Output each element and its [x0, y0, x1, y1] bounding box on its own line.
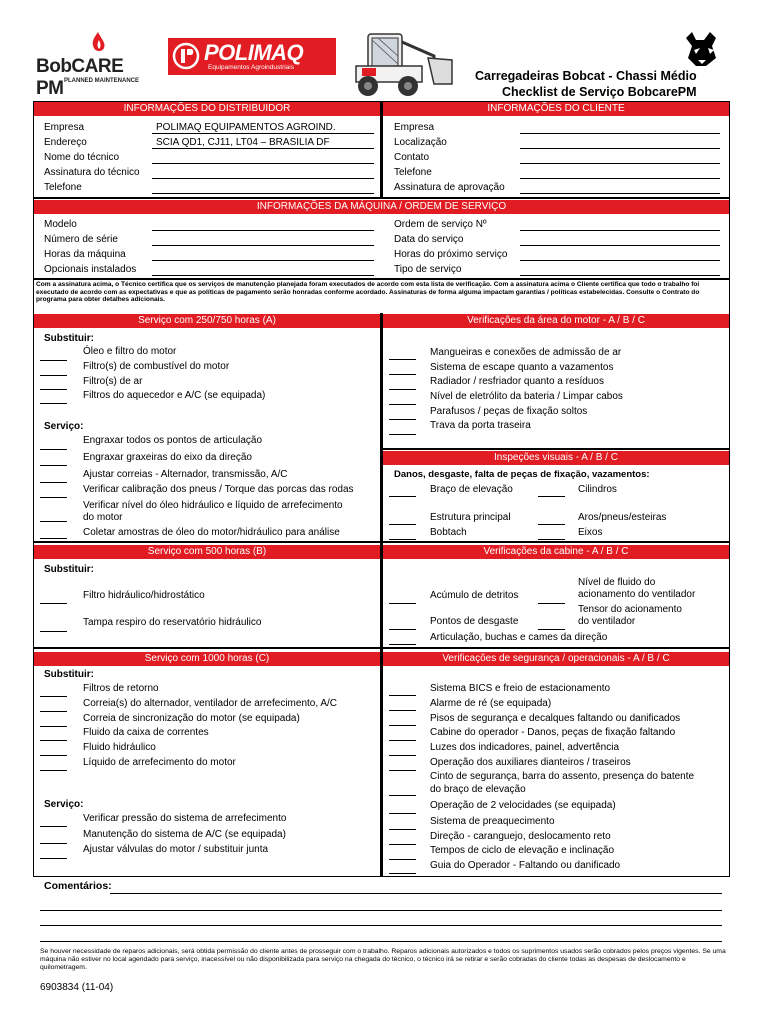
checklist-item: Operação de 2 velocidades (se equipada) — [430, 800, 616, 811]
machine-label: Horas do próximo serviço — [394, 249, 508, 260]
checklist-item: Articulação, buchas e cames da direção — [430, 632, 608, 643]
checkbox-line[interactable] — [40, 389, 67, 390]
checkbox-line[interactable] — [40, 696, 67, 697]
checklist-item: Filtro(s) de combustível do motor — [83, 361, 230, 372]
checklist-item-cont: do ventilador — [578, 616, 636, 627]
checkbox-line[interactable] — [40, 826, 67, 827]
checklist-item: Cabine do operador - Danos, peças de fixação faltando — [430, 727, 676, 738]
distributor-label: Telefone — [44, 182, 82, 193]
checklist-item: Aros/pneus/esteiras — [578, 512, 667, 523]
distributor-label: Endereço — [44, 137, 87, 148]
skid-steer-loader-image — [348, 28, 456, 98]
checklist-item: Estrutura principal — [430, 512, 511, 523]
checkbox-line[interactable] — [40, 631, 67, 632]
machine-label: Data do serviço — [394, 234, 464, 245]
client-location-field[interactable] — [520, 148, 720, 149]
checklist-item: Pontos de desgaste — [430, 616, 519, 627]
engine-area-header: Verificações da área do motor - A / B / C — [383, 314, 729, 328]
checkbox-line[interactable] — [389, 829, 416, 830]
checklist-item: Direção - caranguejo, deslocamento reto — [430, 831, 611, 842]
checkbox-line[interactable] — [40, 726, 67, 727]
checkbox-line[interactable] — [389, 434, 416, 435]
s250-replace-subtitle: Substituir: — [44, 333, 94, 344]
checkbox-line[interactable] — [389, 629, 416, 630]
checkbox-line[interactable] — [40, 858, 67, 859]
checkbox-line[interactable] — [538, 539, 565, 540]
checkbox-line[interactable] — [389, 496, 416, 497]
checklist-item: Engraxar todos os pontos de articulação — [83, 435, 262, 446]
service-500-header: Serviço com 500 horas (B) — [34, 545, 380, 559]
checklist-column-divider — [380, 313, 383, 877]
checklist-item: Correia(s) do alternador, ventilador de arrefecimento, A/C — [83, 698, 338, 709]
checklist-item: Cinto de segurança, barra do assento, presença do batente — [430, 771, 695, 782]
checkbox-line[interactable] — [40, 711, 67, 712]
checklist-item: Fluido hidráulico — [83, 742, 156, 753]
checklist-item: Engraxar graxeiras do eixo da direção — [83, 452, 252, 463]
client-label: Assinatura de aprovação — [394, 182, 505, 193]
checklist-item: Luzes dos indicadores, painel, advertência — [430, 742, 620, 753]
checklist-item: Filtro hidráulico/hidrostático — [83, 590, 205, 601]
bobcat-logo-icon — [682, 30, 722, 68]
checkbox-line[interactable] — [389, 755, 416, 756]
section-rule — [34, 541, 729, 543]
comments-line[interactable] — [40, 925, 722, 926]
tech-signature-field[interactable] — [152, 178, 374, 179]
section-rule — [34, 647, 729, 649]
column-divider — [380, 102, 383, 197]
comments-label: Comentários: — [44, 880, 112, 892]
checklist-item: Verificar calibração dos pneus / Torque das porcas das rodas — [83, 484, 354, 495]
checkbox-line[interactable] — [40, 360, 67, 361]
model-field[interactable] — [152, 230, 374, 231]
serial-number-field[interactable] — [152, 245, 374, 246]
checkbox-line[interactable] — [538, 603, 565, 604]
service-1000-header: Serviço com 1000 horas (C) — [34, 652, 380, 666]
checkbox-line[interactable] — [389, 603, 416, 604]
checklist-item: Filtros do aquecedor e A/C (se equipada) — [83, 390, 266, 401]
cab-checks-header: Verificações da cabine - A / B / C — [383, 545, 729, 559]
section-rule — [34, 197, 729, 199]
checkbox-line[interactable] — [389, 419, 416, 420]
machine-label: Modelo — [44, 219, 77, 230]
client-company-field[interactable] — [520, 133, 720, 134]
checkbox-line[interactable] — [40, 521, 67, 522]
comments-line[interactable] — [40, 941, 722, 942]
checkbox-line[interactable] — [40, 740, 67, 741]
checkbox-line[interactable] — [389, 539, 416, 540]
machine-label: Opcionais instalados — [44, 264, 137, 275]
disclaimer-text: Com a assinatura acima, o Técnico certifica que os serviços de manutenção planejada foram executados de acordo com esta lista de verificação. Com a assinatura acima o Cliente certifica que todo o trabalho foi executado de acordo com as expectativas e que as políticas de pagamento serão honradas conforme acordado. Assinaturas de forma alguma impactam garantias / políticas estabelecidas. Consulte o Contrato do programa para obter detalhes adicionais. — [36, 281, 700, 304]
client-label: Telefone — [394, 167, 432, 178]
installed-options-field[interactable] — [152, 275, 374, 276]
checkbox-line[interactable] — [40, 403, 67, 404]
checkbox-line[interactable] — [40, 843, 67, 844]
client-label: Localização — [394, 137, 447, 148]
checkbox-line[interactable] — [40, 770, 67, 771]
checklist-item: Sistema de escape quanto a vazamentos — [430, 362, 614, 373]
checkbox-line[interactable] — [40, 465, 67, 466]
checklist-item: Bobtach — [430, 527, 467, 538]
checklist-item: Sistema BICS e freio de estacionamento — [430, 683, 611, 694]
checklist-item: Braço de elevação — [430, 484, 513, 495]
distributor-label: Nome do técnico — [44, 152, 120, 163]
checkbox-line[interactable] — [40, 603, 67, 604]
checklist-item: Fluido da caixa de correntes — [83, 727, 209, 738]
checklist-item: Ajustar correias - Alternador, transmissão, A/C — [83, 469, 288, 480]
checkbox-line[interactable] — [40, 449, 67, 450]
checkbox-line[interactable] — [389, 795, 416, 796]
form-code: 6903834 (11-04) — [40, 982, 114, 993]
checkbox-line[interactable] — [389, 389, 416, 390]
checkbox-line[interactable] — [389, 725, 416, 726]
service-date-field[interactable] — [520, 245, 720, 246]
checklist-item: Parafusos / peças de fixação soltos — [430, 406, 588, 417]
comments-line[interactable] — [110, 893, 722, 894]
client-label: Contato — [394, 152, 430, 163]
checklist-item: Nível de fluido do — [578, 577, 656, 588]
client-label: Empresa — [394, 122, 435, 133]
checkbox-line[interactable] — [389, 644, 416, 645]
checklist-item-cont: do braço de elevação — [430, 784, 526, 795]
title-line-1: Carregadeiras Bobcat - Chassi Médio — [475, 69, 697, 83]
checklist-item: Cilindros — [578, 484, 617, 495]
machine-hours-field[interactable] — [152, 260, 374, 261]
checklist-item: Tampa respiro do reservatório hidráulico — [83, 617, 262, 628]
distributor-value[interactable]: SCIA QD1, CJ11, LT04 – BRASILIA DF — [156, 137, 330, 148]
checkbox-line[interactable] — [389, 813, 416, 814]
checklist-item: Líquido de arrefecimento do motor — [83, 757, 236, 768]
checklist-item: Trava da porta traseira — [430, 420, 531, 431]
distributor-header: INFORMAÇÕES DO DISTRIBUIDOR — [34, 102, 380, 116]
checklist-item: Manutenção do sistema de A/C (se equipada) — [83, 829, 286, 840]
s1000-service-subtitle: Serviço: — [44, 799, 84, 810]
checklist-item: Nível de eletrólito da bateria / Limpar cabos — [430, 391, 623, 402]
s250-service-subtitle: Serviço: — [44, 421, 84, 432]
checkbox-line[interactable] — [40, 482, 67, 483]
checklist-item: Verificar nível do óleo hidráulico e líquido de arrefecimento — [83, 500, 343, 511]
machine-header: INFORMAÇÕES DA MÁQUINA / ORDEM DE SERVIÇO — [34, 200, 729, 214]
polimaq-logo-text: POLIMAQ — [204, 40, 304, 65]
checkbox-line[interactable] — [40, 538, 67, 539]
service-250-header: Serviço com 250/750 horas (A) — [34, 314, 380, 328]
s1000-replace-subtitle: Substituir: — [44, 669, 94, 680]
checklist-item: Tensor do acionamento — [578, 604, 682, 615]
checkbox-line[interactable] — [389, 404, 416, 405]
checkbox-line[interactable] — [389, 374, 416, 375]
tech-name-field[interactable] — [152, 163, 374, 164]
bobcare-logo-subtext: PLANNED MAINTENANCE — [64, 78, 139, 84]
safety-checks-header: Verificações de segurança / operacionais - A / B / C — [383, 652, 729, 666]
client-header: INFORMAÇÕES DO CLIENTE — [383, 102, 729, 116]
checklist-item: Verificar pressão do sistema de arrefecimento — [83, 813, 287, 824]
checklist-item: Alarme de ré (se equipada) — [430, 698, 552, 709]
checklist-item: Eixos — [578, 527, 603, 538]
service-order-field[interactable] — [520, 230, 720, 231]
checkbox-line[interactable] — [40, 497, 67, 498]
checkbox-line[interactable] — [389, 710, 416, 711]
checklist-item: Guia do Operador - Faltando ou danificado — [430, 860, 621, 871]
checklist-item-cont: acionamento do ventilador — [578, 589, 696, 600]
checkbox-line[interactable] — [538, 524, 565, 525]
machine-label: Ordem de serviço Nº — [394, 219, 487, 230]
checkbox-line[interactable] — [389, 873, 416, 874]
footer-disclaimer: Se houver necessidade de reparos adicionais, será obtida permissão do cliente antes de prosseguir com o trabalho. Reparos adicionais autorizados e todos os suprimentos usados serão cobrados pelos preços vigentes. Se uma máquina não estiver no local agendado para serviço, inacessível ou não disponibilizada para serviço na chegada do técnico, o técnico irá se retirar e serão cobradas do cliente todas as despesas de deslocamento e quilometragem. — [40, 948, 726, 971]
checklist-item: Filtros de retorno — [83, 683, 159, 694]
title-line-2: Checklist de Serviço BobcarePM — [502, 85, 697, 99]
checkbox-line[interactable] — [389, 695, 416, 696]
checkbox-line[interactable] — [538, 496, 565, 497]
polimaq-emblem-icon — [172, 42, 200, 70]
checkbox-line[interactable] — [389, 524, 416, 525]
s500-replace-subtitle: Substituir: — [44, 564, 94, 575]
visual-inspection-header: Inspeções visuais - A / B / C — [383, 451, 729, 465]
client-contact-field[interactable] — [520, 163, 720, 164]
bobcare-logo — [36, 28, 146, 99]
polimaq-logo-subtext: Equipamentos Agroindustriais — [208, 64, 294, 71]
distributor-label: Assinatura do técnico — [44, 167, 140, 178]
checkbox-line[interactable] — [389, 859, 416, 860]
comments-line[interactable] — [40, 910, 722, 911]
client-phone-field[interactable] — [520, 178, 720, 179]
field-line — [152, 133, 374, 134]
bobcare-logo-text: BobCARE PM — [36, 56, 124, 99]
polimaq-logo — [168, 38, 336, 75]
checkbox-line[interactable] — [40, 375, 67, 376]
checklist-item: Operação dos auxiliares dianteiros / traseiros — [430, 757, 631, 768]
distributor-label: Empresa — [44, 122, 85, 133]
next-service-hours-field[interactable] — [520, 260, 720, 261]
section-rule — [383, 448, 729, 450]
flame-icon — [36, 28, 146, 58]
machine-label: Horas da máquina — [44, 249, 126, 260]
checklist-item-cont: do motor — [83, 512, 123, 523]
field-line — [152, 148, 374, 149]
checklist-item: Mangueiras e conexões de admissão de ar — [430, 347, 622, 358]
client-approval-signature-field[interactable] — [520, 193, 720, 194]
checklist-item: Correia de sincronização do motor (se equipada) — [83, 713, 300, 724]
checkbox-line[interactable] — [389, 770, 416, 771]
checklist-item: Radiador / resfriador quanto a resíduos — [430, 376, 604, 387]
distributor-phone-field[interactable] — [152, 193, 374, 194]
checkbox-line[interactable] — [538, 629, 565, 630]
checklist-item: Acúmulo de detritos — [430, 590, 519, 601]
checklist-item: Coletar amostras de óleo do motor/hidráulico para análise — [83, 527, 340, 538]
machine-label: Tipo de serviço — [394, 264, 462, 275]
checklist-item: Filtro(s) de ar — [83, 376, 143, 387]
checkbox-line[interactable] — [389, 359, 416, 360]
checkbox-line[interactable] — [40, 755, 67, 756]
checklist-item: Ajustar válvulas do motor / substituir junta — [83, 844, 269, 855]
checklist-item: Sistema de preaquecimento — [430, 816, 555, 827]
checklist-item: Tempos de ciclo de elevação e inclinação — [430, 845, 614, 856]
distributor-value[interactable]: POLIMAQ EQUIPAMENTOS AGROIND. — [156, 122, 336, 133]
visual-subtitle: Danos, desgaste, falta de peças de fixação, vazamentos: — [394, 469, 650, 480]
machine-label: Número de série — [44, 234, 118, 245]
checklist-item: Pisos de segurança e decalques faltando ou danificados — [430, 713, 681, 724]
checkbox-line[interactable] — [389, 844, 416, 845]
section-rule — [34, 278, 729, 280]
service-type-field[interactable] — [520, 275, 720, 276]
checkbox-line[interactable] — [389, 740, 416, 741]
checklist-item: Óleo e filtro do motor — [83, 346, 177, 357]
